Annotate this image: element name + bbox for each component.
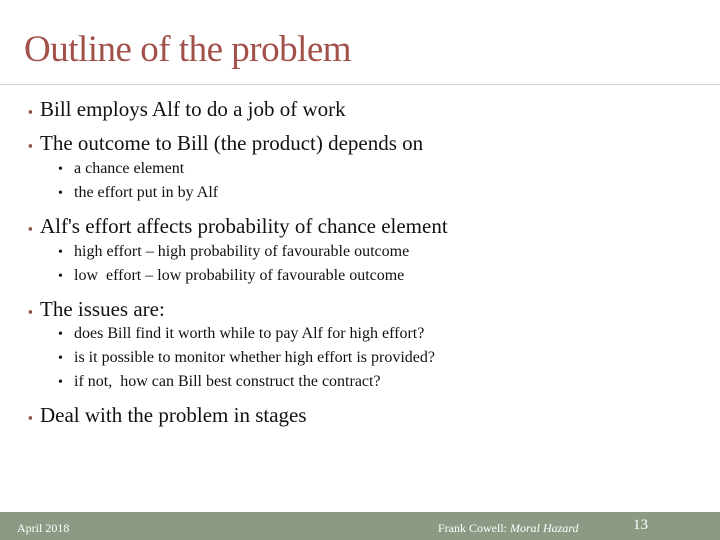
title-divider bbox=[0, 84, 720, 85]
square-bullet-icon: ▪ bbox=[28, 138, 33, 153]
dot-bullet-icon: • bbox=[58, 375, 63, 390]
sub-bullet-text: if not, how can Bill best construct the contract? bbox=[74, 373, 381, 390]
sub-bullet-text: low effort – low probability of favourable outcome bbox=[74, 267, 405, 284]
sub-bullet-item bbox=[58, 373, 381, 391]
sub-bullet-text: is it possible to monitor whether high effort is provided? bbox=[74, 349, 435, 366]
bullet-text: The issues are: bbox=[40, 297, 165, 321]
footer-topic: Moral Hazard bbox=[510, 521, 579, 535]
bullet-text: Alf's effort affects probability of chance element bbox=[40, 214, 448, 238]
footer-bar bbox=[0, 512, 720, 540]
dot-bullet-icon: • bbox=[58, 327, 63, 342]
bullet-item bbox=[28, 403, 307, 428]
square-bullet-icon: ▪ bbox=[28, 410, 33, 425]
dot-bullet-icon: • bbox=[58, 186, 63, 201]
bullet-text: The outcome to Bill (the product) depends on bbox=[40, 131, 424, 155]
page-number: 13 bbox=[633, 517, 648, 533]
sub-bullet-text: a chance element bbox=[74, 160, 185, 177]
dot-bullet-icon: • bbox=[58, 269, 63, 284]
footer-author: Frank Cowell: bbox=[438, 521, 507, 535]
bullet-item bbox=[28, 131, 423, 156]
square-bullet-icon: ▪ bbox=[28, 221, 33, 236]
square-bullet-icon: ▪ bbox=[28, 304, 33, 319]
sub-bullet-text: does Bill find it worth while to pay Alf for high effort? bbox=[74, 325, 425, 342]
footer-credit bbox=[438, 521, 579, 536]
dot-bullet-icon: • bbox=[58, 162, 63, 177]
bullet-item bbox=[28, 297, 165, 322]
bullet-item bbox=[28, 97, 346, 122]
square-bullet-icon: ▪ bbox=[28, 104, 33, 119]
slide-title: Outline of the problem bbox=[24, 29, 352, 70]
sub-bullet-item bbox=[58, 349, 435, 367]
dot-bullet-icon: • bbox=[58, 245, 63, 260]
sub-bullet-text: the effort put in by Alf bbox=[74, 184, 219, 201]
dot-bullet-icon: • bbox=[58, 351, 63, 366]
sub-bullet-item bbox=[58, 160, 184, 178]
sub-bullet-item bbox=[58, 325, 424, 343]
footer-date: April 2018 bbox=[17, 521, 70, 535]
sub-bullet-item bbox=[58, 184, 218, 202]
bullet-text: Bill employs Alf to do a job of work bbox=[40, 97, 346, 121]
sub-bullet-text: high effort – high probability of favourable outcome bbox=[74, 243, 410, 260]
bullet-item bbox=[28, 214, 448, 239]
sub-bullet-item bbox=[58, 267, 404, 285]
bullet-text: Deal with the problem in stages bbox=[40, 403, 307, 427]
sub-bullet-item bbox=[58, 243, 409, 261]
